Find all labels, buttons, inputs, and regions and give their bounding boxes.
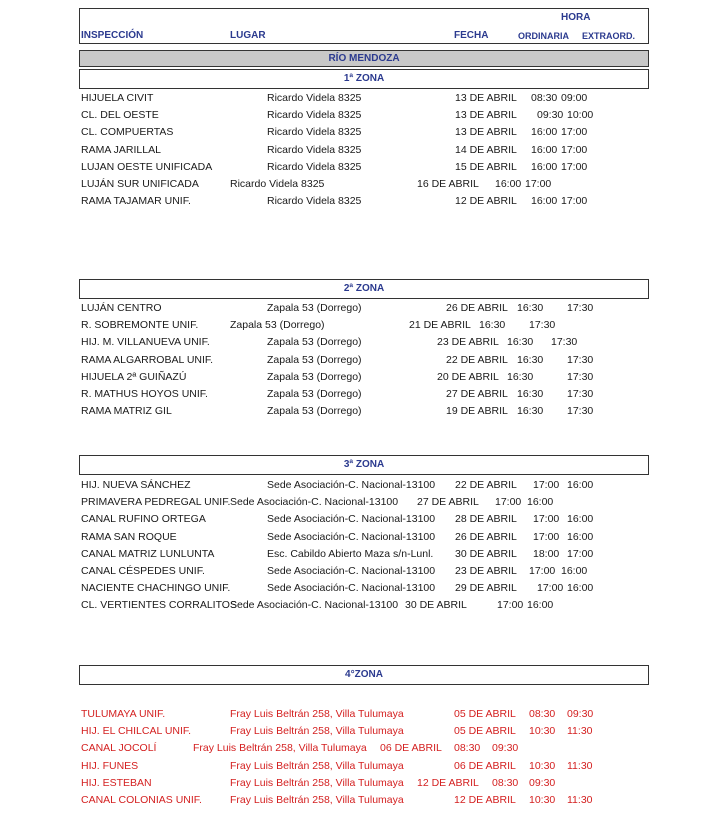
header-inspeccion: INSPECCIÓN [81,30,144,41]
table-row [0,793,720,810]
cell-lugar: Zapala 53 (Dorrego) [267,302,362,314]
cell-fecha: 05 DE ABRIL [454,725,516,738]
cell-extra: 17:00 [561,160,588,173]
cell-lugar: Fray Luis Beltrán 258, Villa Tulumaya [230,725,404,738]
cell-inspeccion: HIJ. FUNES [81,759,139,772]
cell-ordinaria: 16:30 [517,353,544,366]
table-row [0,91,720,108]
cell-extra: 09:30 [567,708,594,720]
cell-inspeccion: HIJUELA CIVIT [81,92,154,104]
cell-ordinaria: 08:30 [531,92,558,104]
table-row [0,387,720,404]
cell-lugar: Zapala 53 (Dorrego) [267,336,362,349]
cell-inspeccion: HIJ. ESTEBAN [81,776,152,789]
cell-extra: 16:00 [567,479,594,491]
cell-fecha: 16 DE ABRIL [417,178,479,190]
cell-extra: 11:30 [567,725,593,738]
cell-fecha: 13 DE ABRIL [455,109,517,122]
cell-extra: 09:30 [529,776,556,789]
cell-fecha: 19 DE ABRIL [446,405,508,418]
cell-extra: 16:00 [527,496,554,509]
cell-fecha: 13 DE ABRIL [455,92,517,104]
cell-fecha: 23 DE ABRIL [437,336,499,349]
cell-extra: 16:00 [527,599,554,612]
cell-ordinaria: 09:30 [537,109,564,122]
cell-lugar: Sede Asociación-C. Nacional-13100 [230,496,399,509]
cell-ordinaria: 16:00 [531,126,558,139]
table-row [0,564,720,581]
cell-extra: 17:00 [561,143,588,156]
cell-extra: 16:00 [567,530,594,543]
table-row [0,404,720,421]
cell-fecha: 05 DE ABRIL [454,708,516,720]
cell-lugar: Fray Luis Beltrán 258, Villa Tulumaya [230,759,404,772]
cell-ordinaria: 10:30 [529,725,556,738]
cell-extra: 16:00 [567,513,594,526]
cell-lugar: Zapala 53 (Dorrego) [267,388,362,400]
table-row [0,581,720,598]
cell-fecha: 12 DE ABRIL [454,794,516,806]
cell-lugar: Ricardo Videla 8325 [267,143,362,156]
cell-inspeccion: CANAL JOCOLÍ [81,742,157,755]
cell-inspeccion: TULUMAYA UNIF. [81,708,166,720]
cell-ordinaria: 17:00 [533,479,560,491]
cell-ordinaria: 17:00 [533,513,560,526]
cell-inspeccion: RAMA MATRIZ GIL [81,405,172,418]
cell-lugar: Sede Asociación-C. Nacional-13100 [267,565,436,577]
table-row [0,353,720,370]
cell-ordinaria: 17:00 [537,582,564,595]
header-ordinaria: ORDINARIA [518,31,569,41]
cell-lugar: Fray Luis Beltrán 258, Villa Tulumaya [193,742,367,755]
cell-extra: 17:00 [561,195,588,208]
cell-inspeccion: RAMA TAJAMAR UNIF. [81,195,191,208]
cell-fecha: 06 DE ABRIL [380,742,442,755]
river-title: RÍO MENDOZA [79,50,649,67]
cell-inspeccion: RAMA JARILLAL [81,143,161,156]
cell-inspeccion: LUJAN OESTE UNIFICADA [81,160,213,173]
cell-lugar: Ricardo Videla 8325 [267,126,362,139]
cell-extra: 17:30 [529,319,556,332]
cell-inspeccion: NACIENTE CHACHINGO UNIF. [81,582,231,595]
cell-ordinaria: 10:30 [529,794,556,806]
cell-ordinaria: 16:30 [507,336,534,349]
cell-fecha: 13 DE ABRIL [455,126,517,139]
cell-ordinaria: 17:00 [495,496,522,509]
cell-ordinaria: 18:00 [533,547,560,560]
cell-fecha: 23 DE ABRIL [455,565,517,577]
table-row [0,530,720,547]
cell-extra: 09:00 [561,92,588,104]
cell-extra: 11:30 [567,759,593,772]
cell-inspeccion: HIJ. M. VILLANUEVA UNIF. [81,336,210,349]
table-row [0,108,720,125]
cell-lugar: Ricardo Videla 8325 [267,195,362,208]
cell-extra: 17:30 [567,302,594,314]
table-row [0,707,720,724]
cell-lugar: Ricardo Videla 8325 [267,109,362,122]
cell-inspeccion: R. SOBREMONTE UNIF. [81,319,199,332]
cell-lugar: Sede Asociación-C. Nacional-13100 [267,530,436,543]
cell-lugar: Zapala 53 (Dorrego) [267,405,362,418]
table-row [0,741,720,758]
cell-lugar: Sede Asociación-C. Nacional-13100 [267,513,436,526]
cell-inspeccion: PRIMAVERA PEDREGAL UNIF. [81,496,231,509]
cell-inspeccion: CL. COMPUERTAS [81,126,174,139]
cell-lugar: Fray Luis Beltrán 258, Villa Tulumaya [230,794,404,806]
cell-inspeccion: CANAL COLONIAS UNIF. [81,794,202,806]
cell-lugar: Sede Asociación-C. Nacional-13100 [230,599,399,612]
table-row [0,335,720,352]
cell-lugar: Fray Luis Beltrán 258, Villa Tulumaya [230,776,404,789]
cell-extra: 17:30 [567,353,594,366]
cell-inspeccion: LUJÁN CENTRO [81,302,162,314]
cell-extra: 17:30 [567,405,594,418]
table-row [0,547,720,564]
cell-extra: 10:00 [567,109,594,122]
cell-ordinaria: 08:30 [454,742,481,755]
cell-lugar: Fray Luis Beltrán 258, Villa Tulumaya [230,708,404,720]
cell-extra: 17:30 [567,388,594,400]
cell-ordinaria: 16:30 [517,302,544,314]
table-row [0,478,720,495]
table-row [0,177,720,194]
zone-2-title: 2ª ZONA [79,279,649,299]
cell-inspeccion: HIJ. NUEVA SÁNCHEZ [81,479,191,491]
table-row [0,143,720,160]
cell-inspeccion: CANAL CÉSPEDES UNIF. [81,565,205,577]
cell-fecha: 12 DE ABRIL [455,195,517,208]
cell-lugar: Ricardo Videla 8325 [230,178,325,190]
cell-lugar: Zapala 53 (Dorrego) [267,353,362,366]
zone-4-title: 4°ZONA [79,665,649,685]
cell-fecha: 21 DE ABRIL [409,319,471,332]
cell-fecha: 22 DE ABRIL [455,479,517,491]
cell-ordinaria: 17:00 [497,599,524,612]
table-row [0,194,720,211]
cell-fecha: 29 DE ABRIL [455,582,517,595]
table-row [0,512,720,529]
cell-ordinaria: 17:00 [529,565,556,577]
cell-extra: 11:30 [567,794,593,806]
cell-extra: 17:30 [567,370,594,383]
cell-ordinaria: 08:30 [529,708,556,720]
header-hora: HORA [561,12,591,23]
cell-lugar: Esc. Cabildo Abierto Maza s/n-Lunl. [267,547,434,560]
cell-lugar: Ricardo Videla 8325 [267,92,362,104]
cell-extra: 17:30 [551,336,578,349]
cell-extra: 17:00 [525,178,552,190]
table-row [0,125,720,142]
cell-fecha: 28 DE ABRIL [455,513,517,526]
cell-extra: 17:00 [561,126,588,139]
table-row [0,160,720,177]
header-fecha: FECHA [454,30,489,41]
cell-extra: 16:00 [561,565,588,577]
cell-ordinaria: 17:00 [533,530,560,543]
cell-ordinaria: 08:30 [492,776,519,789]
cell-inspeccion: CANAL RUFINO ORTEGA [81,513,206,526]
cell-fecha: 12 DE ABRIL [417,776,479,789]
cell-fecha: 22 DE ABRIL [446,353,508,366]
cell-lugar: Sede Asociación-C. Nacional-13100 [267,479,436,491]
table-row [0,598,720,615]
cell-inspeccion: LUJÁN SUR UNIFICADA [81,178,199,190]
cell-inspeccion: HIJ. EL CHILCAL UNIF. [81,725,192,738]
cell-extra: 17:00 [567,547,594,560]
table-row [0,318,720,335]
cell-ordinaria: 16:30 [479,319,506,332]
cell-lugar: Ricardo Videla 8325 [267,160,362,173]
cell-fecha: 20 DE ABRIL [437,370,499,383]
table-row [0,776,720,793]
table-row [0,301,720,318]
cell-fecha: 14 DE ABRIL [455,143,517,156]
zone-1-title: 1ª ZONA [79,69,649,89]
table-row [0,495,720,512]
cell-ordinaria: 10:30 [529,759,556,772]
cell-inspeccion: CANAL MATRIZ LUNLUNTA [81,547,215,560]
cell-ordinaria: 16:30 [517,388,544,400]
cell-fecha: 26 DE ABRIL [446,302,508,314]
cell-ordinaria: 16:00 [531,160,558,173]
table-row [0,724,720,741]
cell-ordinaria: 16:30 [507,370,534,383]
cell-lugar: Zapala 53 (Dorrego) [267,370,362,383]
cell-lugar: Sede Asociación-C. Nacional-13100 [267,582,436,595]
cell-fecha: 30 DE ABRIL [455,547,517,560]
cell-ordinaria: 16:30 [517,405,544,418]
cell-inspeccion: R. MATHUS HOYOS UNIF. [81,388,208,400]
cell-lugar: Zapala 53 (Dorrego) [230,319,325,332]
cell-ordinaria: 16:00 [495,178,522,190]
cell-fecha: 06 DE ABRIL [454,759,516,772]
cell-fecha: 27 DE ABRIL [417,496,479,509]
cell-inspeccion: CL. VERTIENTES CORRALITOS [81,599,237,612]
cell-inspeccion: RAMA ALGARROBAL UNIF. [81,353,214,366]
cell-fecha: 30 DE ABRIL [405,599,467,612]
cell-fecha: 26 DE ABRIL [455,530,517,543]
table-row [0,370,720,387]
header-lugar: LUGAR [230,30,266,41]
cell-ordinaria: 16:00 [531,143,558,156]
cell-inspeccion: CL. DEL OESTE [81,109,159,122]
zone-3-title: 3ª ZONA [79,455,649,475]
cell-inspeccion: HIJUELA 2ª GUIÑAZÚ [81,370,187,383]
cell-inspeccion: RAMA SAN ROQUE [81,530,177,543]
table-row [0,759,720,776]
cell-extra: 09:30 [492,742,519,755]
header-extraord: EXTRAORD. [582,31,636,41]
cell-fecha: 27 DE ABRIL [446,388,508,400]
cell-fecha: 15 DE ABRIL [455,160,517,173]
cell-extra: 16:00 [567,582,594,595]
cell-ordinaria: 16:00 [531,195,558,208]
